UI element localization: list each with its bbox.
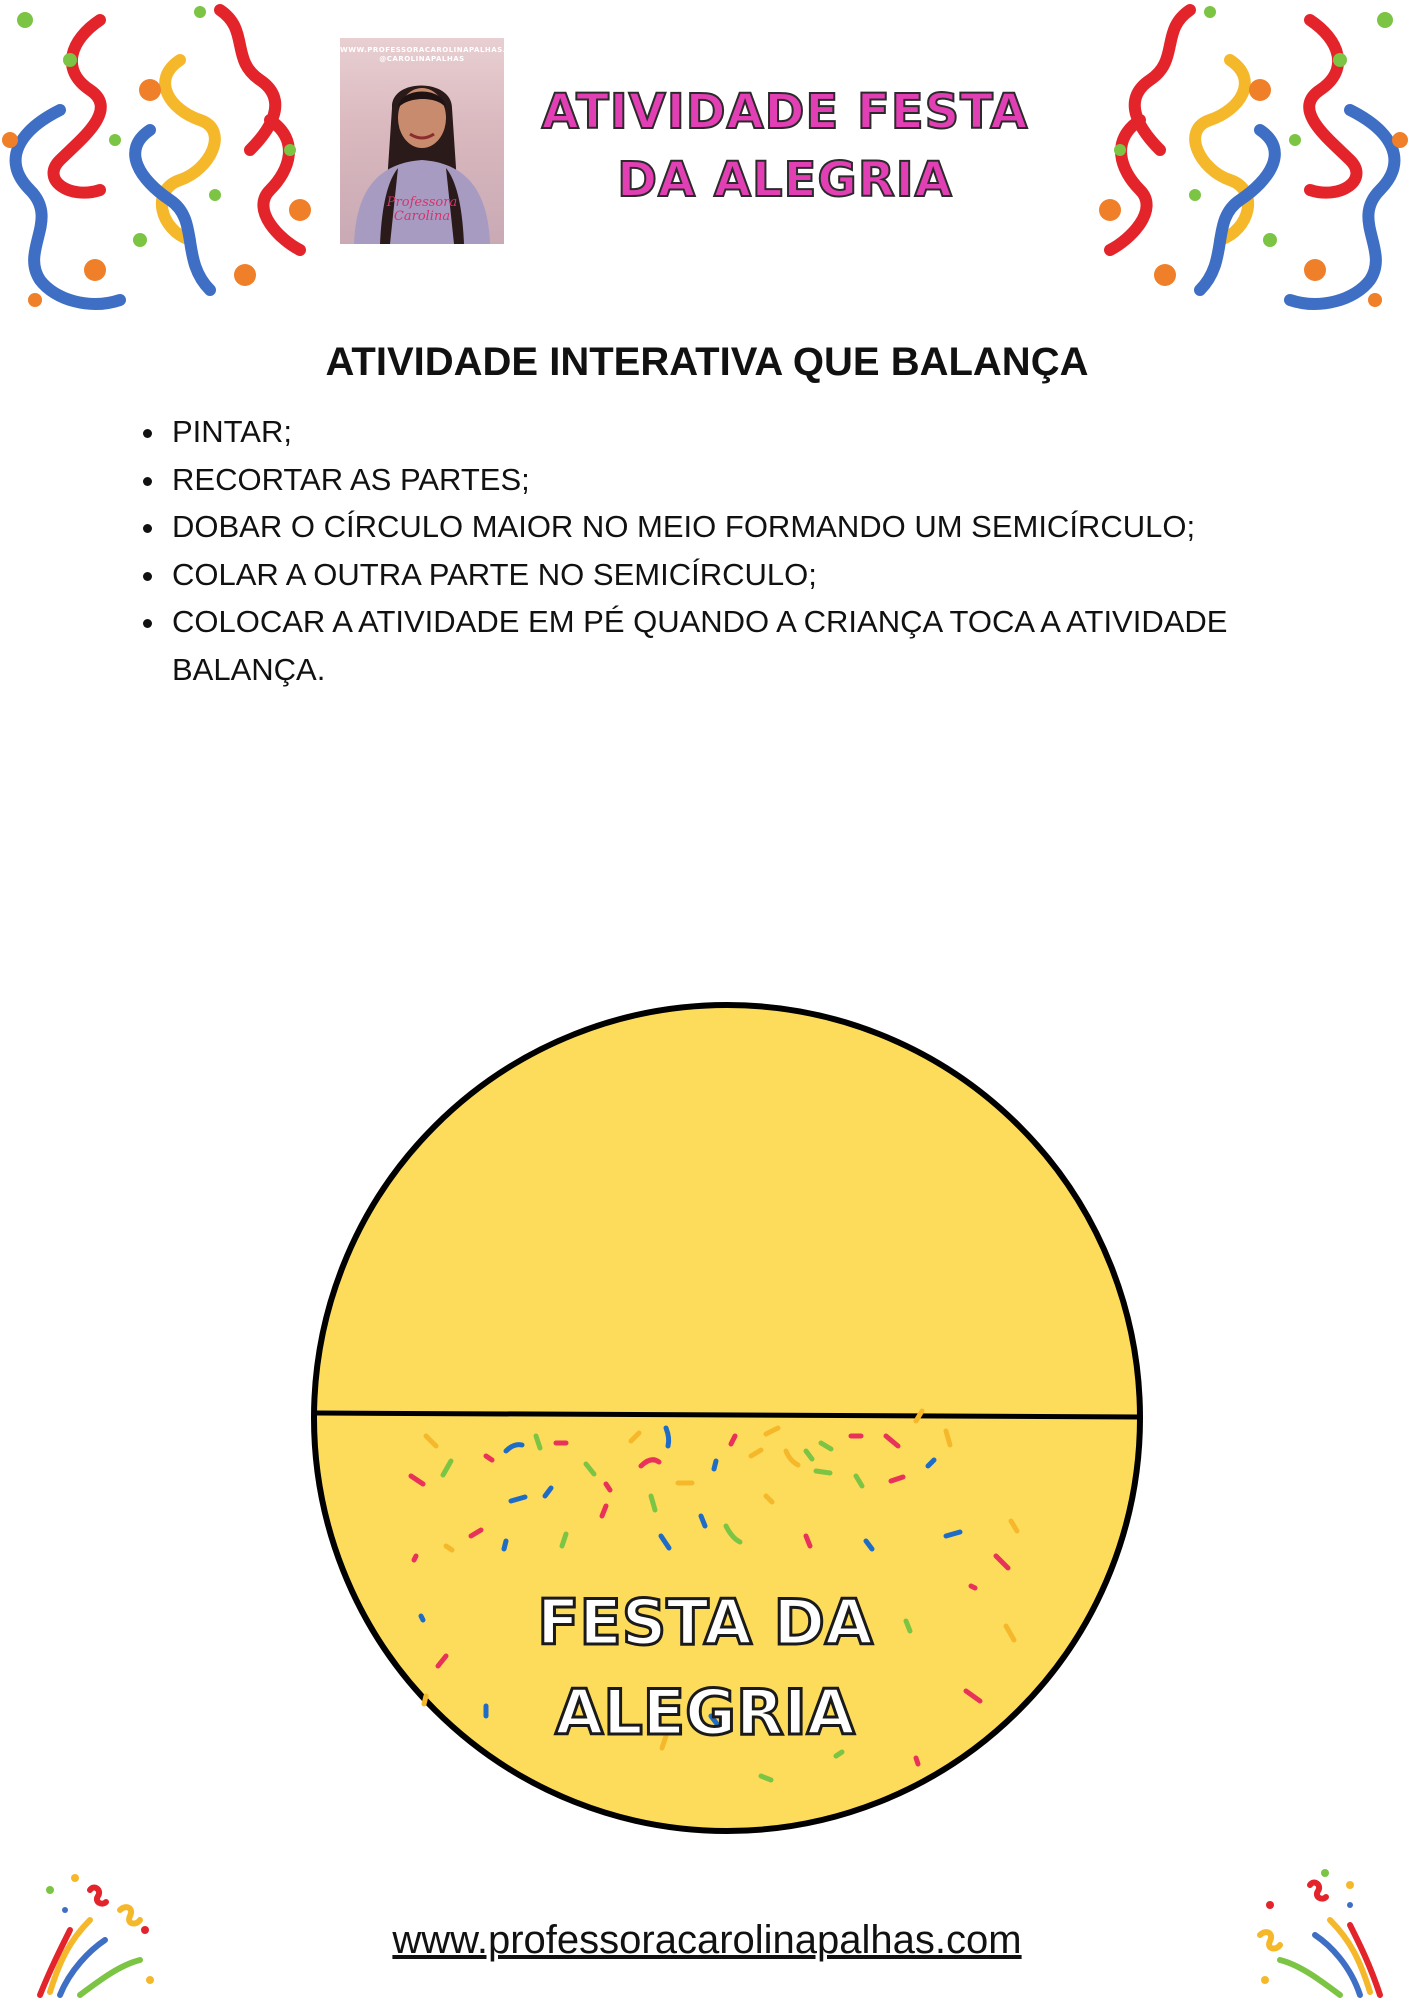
title-line-2: DA ALEGRIA [617,152,953,208]
shirt-text: Professora Carolina [386,195,458,224]
instruction-item: • COLAR A OUTRA PARTE NO SEMICÍRCULO; [168,551,1388,599]
cutout-label-line-2: ALEGRIA [555,1676,855,1749]
footer-website-link[interactable]: www.professoracarolinapalhas.com [392,1918,1022,1962]
photo-caption-url: WWW.PROFESSORACAROLINAPALHAS.COM [340,46,526,54]
cutout-label [470,1578,940,1758]
cutout-label-line-1: FESTA DA [537,1586,873,1659]
streamers-top-right-decoration [1080,0,1414,320]
title-line-1: ATIVIDADE FESTA [541,84,1029,140]
photo-caption-handle: @CAROLINAPALHAS [379,55,465,63]
instruction-item: • RECORTAR AS PARTES; [168,456,1388,504]
activity-subtitle: ATIVIDADE INTERATIVA QUE BALANÇA [325,340,1089,384]
instruction-item: • COLOCAR A ATIVIDADE EM PÉ QUANDO A CRIANÇA TOCA A ATIVIDADE BALANÇA. [168,598,1388,693]
instruction-item: • PINTAR; [168,408,1388,456]
author-photo [340,38,526,244]
page-title [500,78,1070,214]
instruction-list [140,408,1388,693]
instruction-item: • DOBAR O CÍRCULO MAIOR NO MEIO FORMANDO UM SEMICÍRCULO; [168,503,1388,551]
streamers-top-left-decoration [0,0,330,320]
